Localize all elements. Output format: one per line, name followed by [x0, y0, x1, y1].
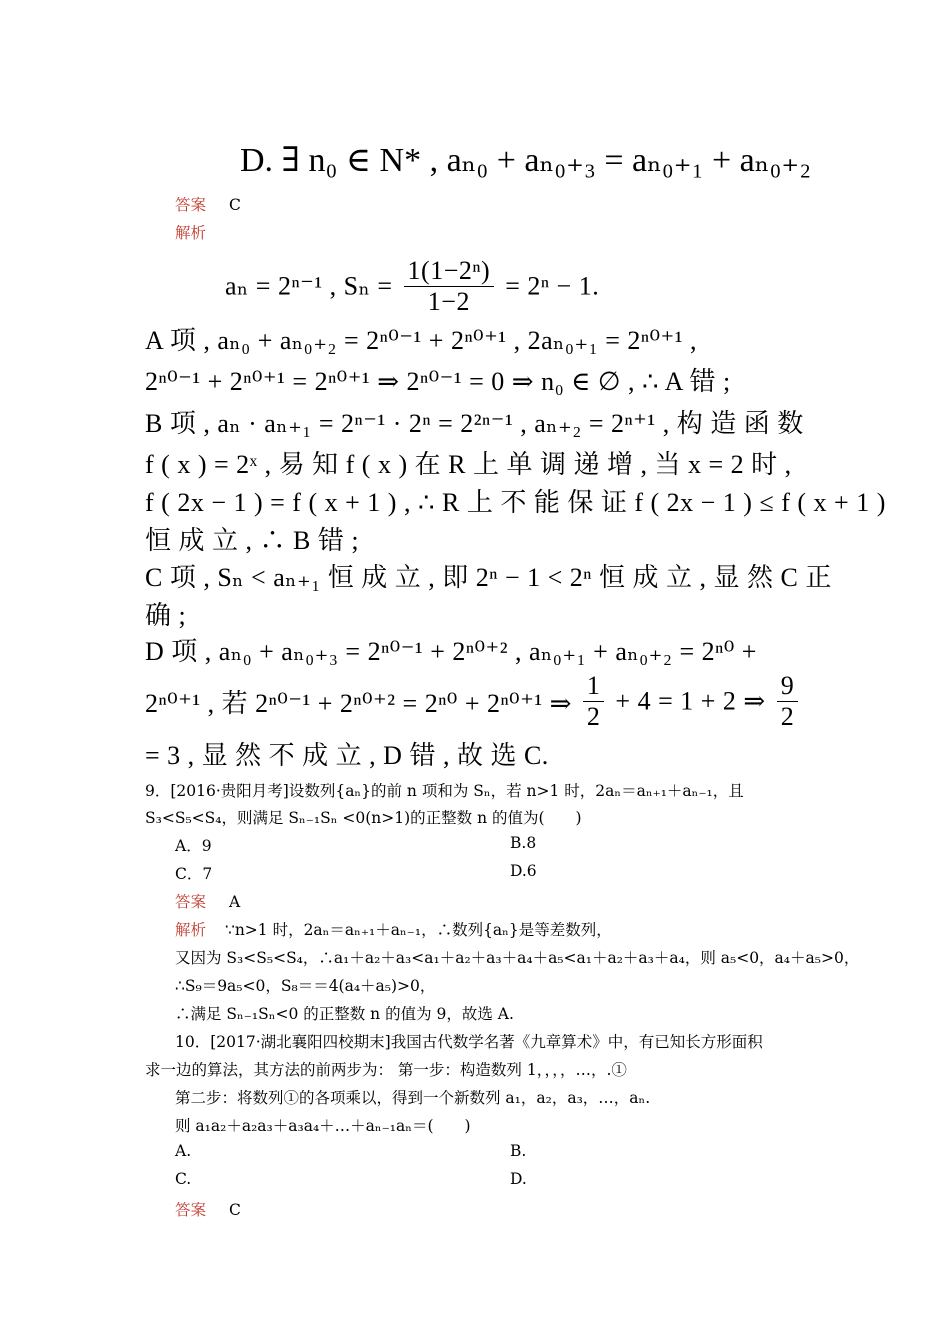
- analysis-line: 确 ;: [145, 601, 187, 630]
- analysis-label: 解析: [175, 224, 207, 242]
- q9-stem-line: S₃<S₅<S₄，则满足 Sₙ₋₁Sₙ <0(n>1)的正整数 n 的值为( ): [145, 809, 582, 827]
- formula-right: = 2ⁿ − 1.: [505, 271, 600, 301]
- analysis-line: 2ⁿ⁰⁻¹ + 2ⁿ⁰⁺¹ = 2ⁿ⁰⁺¹ ⇒ 2ⁿ⁰⁻¹ = 0 ⇒ n₀ ∈ ∅ , ∴ A 错 ;: [145, 367, 731, 396]
- line-left: 2ⁿ⁰⁺¹ , 若 2ⁿ⁰⁻¹ + 2ⁿ⁰⁺² = 2ⁿ⁰ + 2ⁿ⁰⁺¹ ⇒: [145, 689, 572, 718]
- q10-stem-line: 10．[2017·湖北襄阳四校期末]我国古代数学名著《九章算术》中，有已知长方形面积: [175, 1033, 763, 1051]
- fraction-denominator: 2: [586, 702, 601, 731]
- answer-label: 答案: [175, 196, 207, 214]
- q9-answer-row: [175, 890, 240, 912]
- q8-formula: [225, 256, 599, 317]
- fraction-denominator: 1−2: [427, 287, 470, 316]
- analysis-line: = 3 , 显 然 不 成 立 , D 错 , 故 选 C.: [145, 741, 549, 770]
- q10-stem-line: 第二步：将数列①的各项乘以，得到一个新数列 a₁，a₂，a₃，…，aₙ.: [175, 1089, 651, 1107]
- analysis-line: C 项 , Sₙ < aₙ₊₁ 恒 成 立 , 即 2ⁿ − 1 < 2ⁿ 恒 成 立 , 显 然 C 正: [145, 563, 832, 592]
- option-d-formula: D. ∃ n₀ ∈ N* , aₙ₀ + aₙ₀₊₃ = aₙ₀₊₁ + aₙ₀₊₂: [240, 142, 812, 179]
- fraction-denominator: 2: [780, 702, 795, 731]
- answer-value: C: [228, 1201, 241, 1219]
- analysis-text: ∵n>1 时，2aₙ＝aₙ₊₁＋aₙ₋₁，∴数列{aₙ}是等差数列，: [224, 921, 612, 939]
- fraction-numerator: 9: [777, 671, 799, 702]
- option-b: B.8: [510, 834, 537, 852]
- option-d: D.6: [510, 862, 537, 880]
- fraction-numerator: 1: [583, 671, 605, 702]
- analysis-line: 恒 成 立 , ∴ B 错 ;: [145, 526, 360, 555]
- q9-stem-line: 9．[2016·贵阳月考]设数列{aₙ}的前 n 项和为 Sₙ，若 n>1 时，2aₙ＝aₙ₊₁＋aₙ₋₁，且: [145, 782, 744, 800]
- analysis-line: ∴S₉＝9a₅<0，S₈＝＝4(a₄＋a₅)>0，: [175, 977, 436, 995]
- option-b: B.: [510, 1142, 527, 1160]
- answer-label: 答案: [175, 893, 207, 911]
- fraction: [404, 256, 495, 317]
- fraction: [777, 671, 799, 732]
- q10-stem-line: 求一边的算法，其方法的前两步为： 第一步：构造数列 1，，，，…，.①: [145, 1061, 627, 1079]
- analysis-line: B 项 , aₙ · aₙ₊₁ = 2ⁿ⁻¹ · 2ⁿ = 2²ⁿ⁻¹ , aₙ₊₂ = 2ⁿ⁺¹ , 构 造 函 数: [145, 409, 804, 438]
- analysis-label: 解析: [175, 921, 207, 939]
- analysis-line: f ( x ) = 2ˣ , 易 知 f ( x ) 在 R 上 单 调 递 增 , 当 x = 2 时 ,: [145, 450, 792, 479]
- analysis-line-fractions: [145, 671, 802, 732]
- line-mid: + 4 = 1 + 2 ⇒: [615, 686, 766, 716]
- fraction: [583, 671, 605, 732]
- analysis-line: f ( 2x − 1 ) = f ( x + 1 ) , ∴ R 上 不 能 保 证 f ( 2x − 1 ) ≤ f ( x + 1 ): [145, 488, 886, 517]
- answer-value: C: [228, 196, 241, 214]
- q9-analysis-row: [175, 918, 612, 940]
- formula-left: aₙ = 2ⁿ⁻¹ , Sₙ =: [225, 271, 393, 301]
- answer-label: 答案: [175, 1201, 207, 1219]
- q8-answer-row: [175, 193, 241, 215]
- answer-value: A: [228, 893, 241, 911]
- option-d: D.: [510, 1170, 527, 1188]
- analysis-line: ∴满足 Sₙ₋₁Sₙ<0 的正整数 n 的值为 9，故选 A.: [175, 1005, 514, 1023]
- analysis-line: 又因为 S₃<S₅<S₄，∴a₁＋a₂＋a₃<a₁＋a₂＋a₃＋a₄＋a₅<a₁＋a₂＋a₃＋a₄，则 a₅<0，a₄＋a₅>0，: [175, 949, 860, 967]
- option-c: C．7: [175, 865, 213, 883]
- analysis-line: A 项 , aₙ₀ + aₙ₀₊₂ = 2ⁿ⁰⁻¹ + 2ⁿ⁰⁺¹ , 2aₙ₀₊₁ = 2ⁿ⁰⁺¹ ,: [145, 326, 698, 355]
- q10-stem-line: 则 a₁a₂＋a₂a₃＋a₃a₄＋…＋aₙ₋₁aₙ＝( ): [175, 1117, 471, 1135]
- option-c: C.: [175, 1170, 192, 1188]
- option-a: A．9: [175, 837, 212, 855]
- fraction-numerator: 1(1−2ⁿ): [404, 256, 495, 287]
- q10-answer-row: [175, 1198, 241, 1220]
- option-a: A.: [175, 1142, 192, 1160]
- analysis-line: D 项 , aₙ₀ + aₙ₀₊₃ = 2ⁿ⁰⁻¹ + 2ⁿ⁰⁺² , aₙ₀₊₁ + aₙ₀₊₂ = 2ⁿ⁰ +: [145, 637, 757, 666]
